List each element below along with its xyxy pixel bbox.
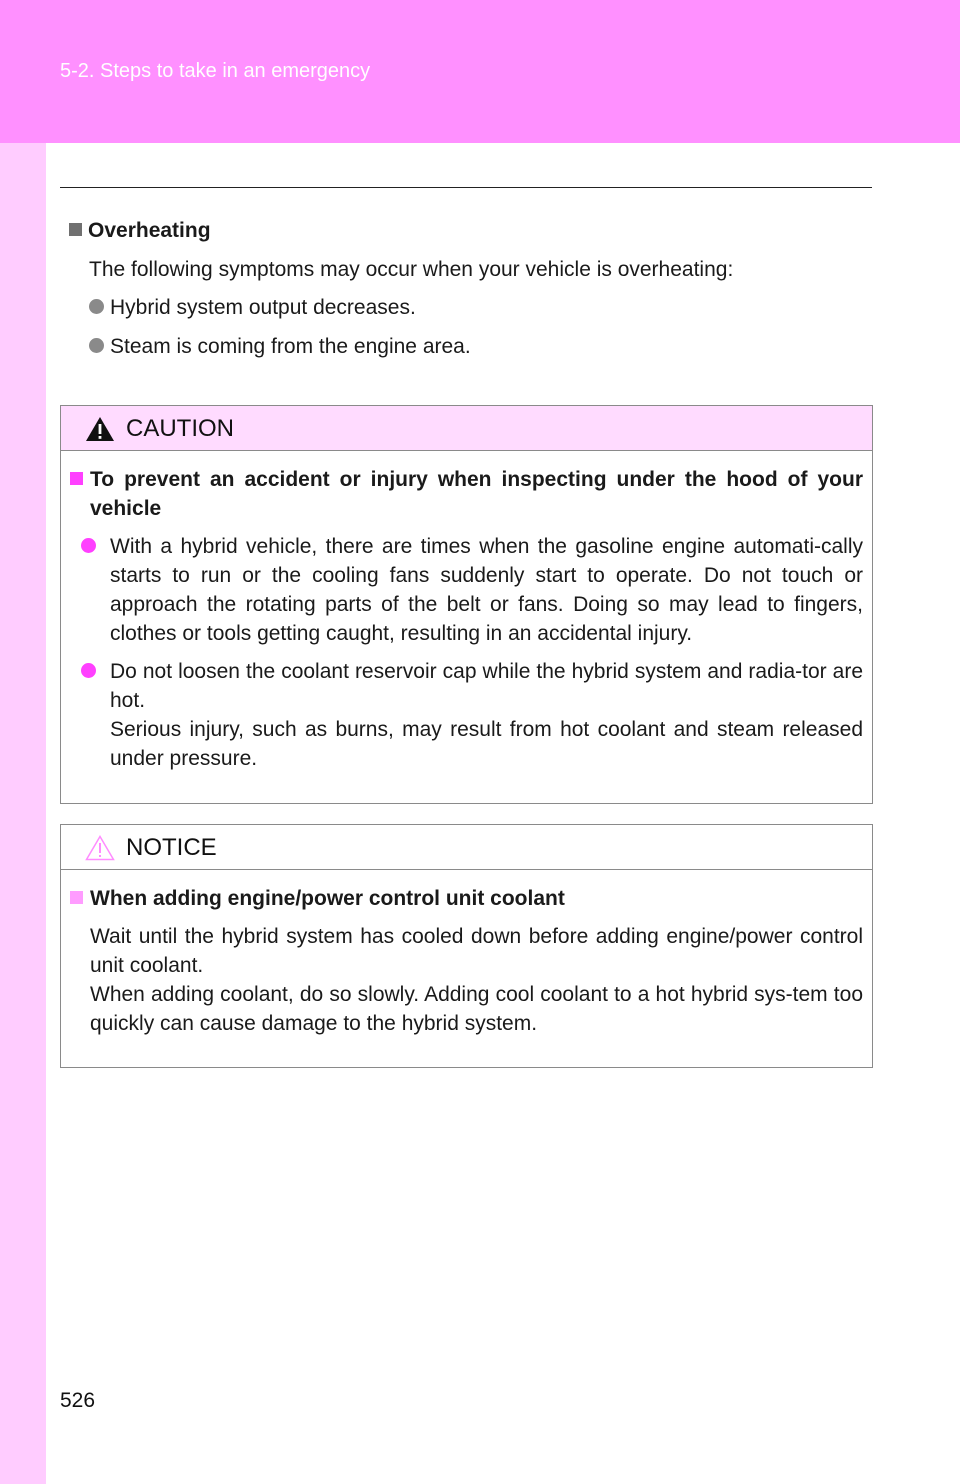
round-bullet-icon (89, 338, 104, 353)
overheating-intro: The following symptoms may occur when your vehicle is overheating: (89, 257, 734, 281)
notice-para1: Wait until the hybrid system has cooled down before adding engine/power control unit coolant. (90, 925, 863, 977)
overheating-heading: Overheating (88, 219, 211, 242)
square-bullet-icon (70, 472, 83, 485)
section-title: 5-2. Steps to take in an emergency (60, 60, 371, 82)
notice-heading-row (70, 884, 863, 913)
caution-heading: To prevent an accident or injury when inspecting under the hood of your vehicle (90, 468, 863, 520)
page-number: 526 (60, 1389, 96, 1412)
caution-body (61, 451, 872, 793)
overheating-heading-row (69, 212, 869, 251)
symptom-item (69, 289, 869, 328)
square-bullet-icon (70, 891, 83, 904)
caution-item-continuation: Serious injury, such as burns, may result from hot coolant and steam released under pressure. (110, 718, 863, 770)
round-bullet-icon (89, 299, 104, 314)
notice-paragraph (70, 922, 863, 1038)
page-header (0, 0, 960, 143)
caution-label: CAUTION (126, 415, 234, 442)
square-bullet-icon (69, 223, 82, 236)
notice-box (60, 824, 873, 1068)
top-rule (60, 187, 872, 188)
caution-item-text: With a hybrid vehicle, there are times when the gasoline engine automati-cally starts to run or the cooling fans suddenly start to operate. Do not touch or approach the rotating parts of the belt or fans. Doing so may lead to fingers, clothes or tools getting caught, resulting in an accidental injury. (110, 535, 863, 645)
symptom-text: Hybrid system output decreases. (110, 296, 416, 319)
round-bullet-icon (81, 538, 96, 553)
side-strip (0, 143, 46, 1484)
notice-body (61, 870, 872, 1058)
caution-box (60, 405, 873, 804)
caution-item-text: Do not loosen the coolant reservoir cap while the hybrid system and radia-tor are hot. (110, 660, 863, 712)
notice-heading: When adding engine/power control unit coolant (90, 887, 565, 910)
caution-item (70, 657, 863, 773)
notice-header (61, 825, 872, 870)
notice-warning-icon (85, 835, 115, 861)
notice-para2: When adding coolant, do so slowly. Adding cool coolant to a hot hybrid sys-tem too quickly can cause damage to the hybrid system. (90, 983, 863, 1035)
notice-label: NOTICE (126, 834, 217, 861)
caution-header (61, 406, 872, 451)
caution-item (70, 532, 863, 648)
caution-heading-row (70, 465, 863, 523)
round-bullet-icon (81, 663, 96, 678)
caution-warning-icon (85, 416, 115, 442)
symptom-item (69, 328, 869, 367)
symptom-text: Steam is coming from the engine area. (110, 334, 471, 358)
overheating-section (69, 212, 869, 366)
